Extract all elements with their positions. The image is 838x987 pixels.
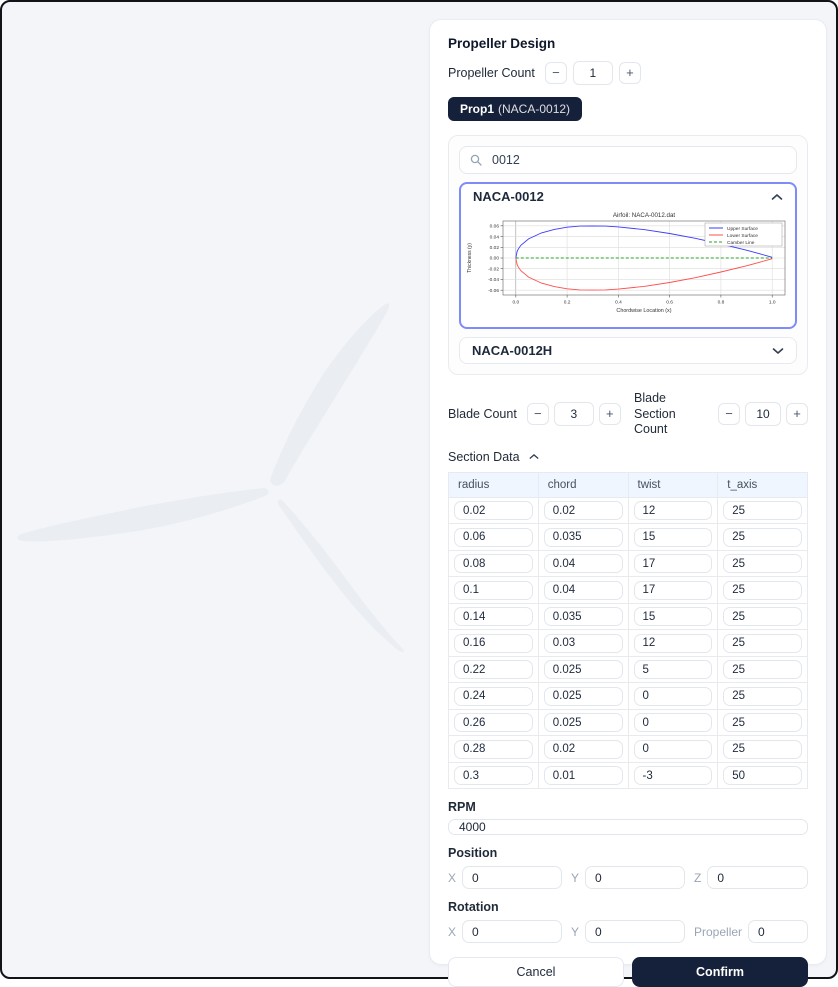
section-cell-input-twist[interactable] [634, 528, 713, 547]
svg-text:0.06: 0.06 [489, 224, 499, 230]
section-cell-input-twist[interactable] [634, 581, 713, 600]
prop1-tab-detail: (NACA-0012) [498, 102, 571, 116]
confirm-button[interactable]: Confirm [632, 957, 808, 987]
section-cell-input-radius[interactable] [454, 607, 533, 626]
section-cell-input-radius[interactable] [454, 687, 533, 706]
table-row [449, 603, 808, 630]
section-cell-input-twist[interactable] [634, 634, 713, 653]
section-cell-input-radius[interactable] [454, 766, 533, 785]
blade-count-decrement-button[interactable]: − [527, 403, 549, 425]
svg-text:0.8: 0.8 [717, 300, 725, 306]
propeller-silhouette [2, 2, 432, 702]
section-cell-input-chord[interactable] [544, 766, 623, 785]
action-buttons-row [448, 957, 808, 987]
airfoil-item-naca-0012h [459, 337, 797, 364]
table-header-row [449, 472, 808, 497]
section-cell-input-t_axis[interactable] [723, 528, 802, 547]
position-z-label: Z [694, 870, 702, 885]
section-cell-input-radius[interactable] [454, 634, 533, 653]
position-x-input[interactable] [462, 866, 562, 889]
section-cell-input-t_axis[interactable] [723, 607, 802, 626]
blade-count-group [448, 402, 621, 426]
svg-text:-0.06: -0.06 [488, 288, 499, 294]
panel-title: Propeller Design [448, 36, 556, 51]
section-cell-input-radius[interactable] [454, 501, 533, 520]
section-cell-input-t_axis[interactable] [723, 740, 802, 759]
blade-settings-row [448, 391, 808, 438]
chevron-up-icon [771, 193, 783, 201]
column-header-radius: radius [449, 472, 539, 497]
svg-text:0.4: 0.4 [615, 300, 622, 306]
section-cell-input-radius[interactable] [454, 528, 533, 547]
propeller-count-row [448, 61, 808, 85]
section-cell-input-t_axis[interactable] [723, 581, 802, 600]
table-row [449, 683, 808, 710]
position-x-label: X [448, 870, 457, 885]
position-y-input[interactable] [585, 866, 685, 889]
blade-count-input[interactable] [554, 402, 594, 426]
column-header-twist: twist [628, 472, 718, 497]
table-row [449, 630, 808, 657]
rotation-fields-row [448, 920, 808, 943]
section-cell-input-twist[interactable] [634, 687, 713, 706]
section-cell-input-t_axis[interactable] [723, 634, 802, 653]
table-row [449, 736, 808, 763]
chevron-up-icon [529, 453, 539, 460]
position-z-group [694, 866, 808, 889]
position-z-input[interactable] [707, 866, 808, 889]
rpm-input[interactable] [448, 819, 808, 835]
section-cell-input-radius[interactable] [454, 713, 533, 732]
svg-text:-0.02: -0.02 [488, 267, 499, 273]
rotation-x-label: X [448, 924, 457, 939]
section-cell-input-twist[interactable] [634, 607, 713, 626]
blade-section-count-decrement-button[interactable]: − [718, 403, 740, 425]
section-cell-input-t_axis[interactable] [723, 766, 802, 785]
section-cell-input-t_axis[interactable] [723, 554, 802, 573]
airfoil-item-naca-0012h-header[interactable] [460, 338, 796, 363]
section-cell-input-chord[interactable] [544, 554, 623, 573]
svg-text:-0.04: -0.04 [488, 278, 499, 284]
position-y-label: Y [571, 870, 580, 885]
section-cell-input-t_axis[interactable] [723, 713, 802, 732]
section-cell-input-chord[interactable] [544, 713, 623, 732]
airfoil-item-naca-0012 [459, 182, 797, 329]
blade-section-count-label: Blade Section Count [634, 391, 676, 437]
svg-text:0.00: 0.00 [489, 256, 499, 262]
section-cell-input-radius[interactable] [454, 554, 533, 573]
propeller-count-increment-button[interactable]: + [619, 62, 641, 84]
section-cell-input-radius[interactable] [454, 660, 533, 679]
propeller-count-input[interactable] [573, 61, 613, 85]
airfoil-chart [463, 209, 793, 321]
svg-text:0.02: 0.02 [489, 246, 499, 251]
svg-text:Chordwise Location (x): Chordwise Location (x) [616, 308, 672, 314]
position-label: Position [448, 846, 498, 861]
rotation-y-input[interactable] [585, 920, 685, 943]
svg-text:Airfoil: NACA-0012.dat: Airfoil: NACA-0012.dat [612, 212, 676, 219]
position-fields-row [448, 866, 808, 889]
chevron-down-icon [772, 347, 784, 355]
section-cell-input-chord[interactable] [544, 501, 623, 520]
airfoil-item-label: NACA-0012H [472, 343, 553, 358]
section-cell-input-chord[interactable] [544, 528, 623, 547]
rotation-y-label: Y [571, 924, 580, 939]
svg-text:Camber Line: Camber Line [727, 240, 755, 246]
svg-text:0.2: 0.2 [563, 300, 571, 306]
propeller-count-label: Propeller Count [448, 66, 535, 80]
section-cell-input-radius[interactable] [454, 740, 533, 759]
section-data-toggle[interactable] [448, 450, 808, 464]
blade-count-increment-button[interactable]: + [599, 403, 621, 425]
svg-text:Lower Surface: Lower Surface [727, 233, 758, 239]
rotation-propeller-input[interactable] [748, 920, 808, 943]
section-data-table [448, 472, 808, 790]
table-row [449, 524, 808, 551]
prop1-tab-name: Prop1 [460, 102, 495, 116]
section-cell-input-t_axis[interactable] [723, 687, 802, 706]
position-x-group [448, 866, 562, 889]
section-cell-input-twist[interactable] [634, 740, 713, 759]
table-row [449, 656, 808, 683]
svg-text:0.04: 0.04 [489, 235, 499, 241]
svg-text:0.6: 0.6 [666, 300, 673, 306]
section-cell-input-twist[interactable] [634, 501, 713, 520]
svg-text:Thickness (y): Thickness (y) [467, 243, 473, 273]
airfoil-search [459, 146, 797, 174]
section-cell-input-chord[interactable] [544, 607, 623, 626]
propeller-count-decrement-button[interactable]: − [545, 62, 567, 84]
section-cell-input-twist[interactable] [634, 766, 713, 785]
section-cell-input-radius[interactable] [454, 581, 533, 600]
section-cell-input-chord[interactable] [544, 660, 623, 679]
table-row [449, 762, 808, 789]
position-y-group [571, 866, 685, 889]
airfoil-search-input[interactable] [490, 152, 786, 168]
section-data-label: Section Data [448, 449, 520, 464]
blade-section-count-group [634, 391, 808, 438]
rotation-propeller-label: Propeller [694, 924, 743, 939]
blade-count-label: Blade Count [448, 407, 517, 422]
blade-section-count-increment-button[interactable]: + [786, 403, 808, 425]
section-cell-input-twist[interactable] [634, 713, 713, 732]
search-icon [470, 154, 482, 166]
column-header-t_axis: t_axis [718, 472, 808, 497]
section-cell-input-t_axis[interactable] [723, 660, 802, 679]
svg-text:Upper Surface: Upper Surface [727, 226, 758, 232]
table-row [449, 577, 808, 604]
table-row [449, 709, 808, 736]
airfoil-item-naca-0012-header[interactable] [461, 184, 795, 209]
section-cell-input-t_axis[interactable] [723, 501, 802, 520]
blade-section-count-input[interactable] [745, 402, 781, 426]
section-cell-input-chord[interactable] [544, 740, 623, 759]
airfoil-selector [448, 135, 808, 375]
table-row [449, 550, 808, 577]
rotation-propeller-group [694, 920, 808, 943]
svg-text:0.0: 0.0 [512, 300, 520, 306]
rotation-label: Rotation [448, 900, 499, 915]
airfoil-item-label: NACA-0012 [473, 189, 544, 204]
section-cell-input-chord[interactable] [544, 687, 623, 706]
prop1-tab[interactable] [448, 97, 582, 121]
section-cell-input-chord[interactable] [544, 581, 623, 600]
column-header-chord: chord [538, 472, 628, 497]
rpm-label: RPM [448, 800, 476, 815]
section-cell-input-twist[interactable] [634, 554, 713, 573]
section-cell-input-twist[interactable] [634, 660, 713, 679]
rotation-x-input[interactable] [462, 920, 562, 943]
airfoil-chart-container [461, 209, 795, 327]
rotation-x-group [448, 920, 562, 943]
cancel-button[interactable]: Cancel [448, 957, 624, 987]
svg-text:1.0: 1.0 [768, 300, 776, 306]
table-row [449, 497, 808, 524]
rotation-y-group [571, 920, 685, 943]
section-cell-input-chord[interactable] [544, 634, 623, 653]
propeller-design-panel [429, 19, 827, 980]
